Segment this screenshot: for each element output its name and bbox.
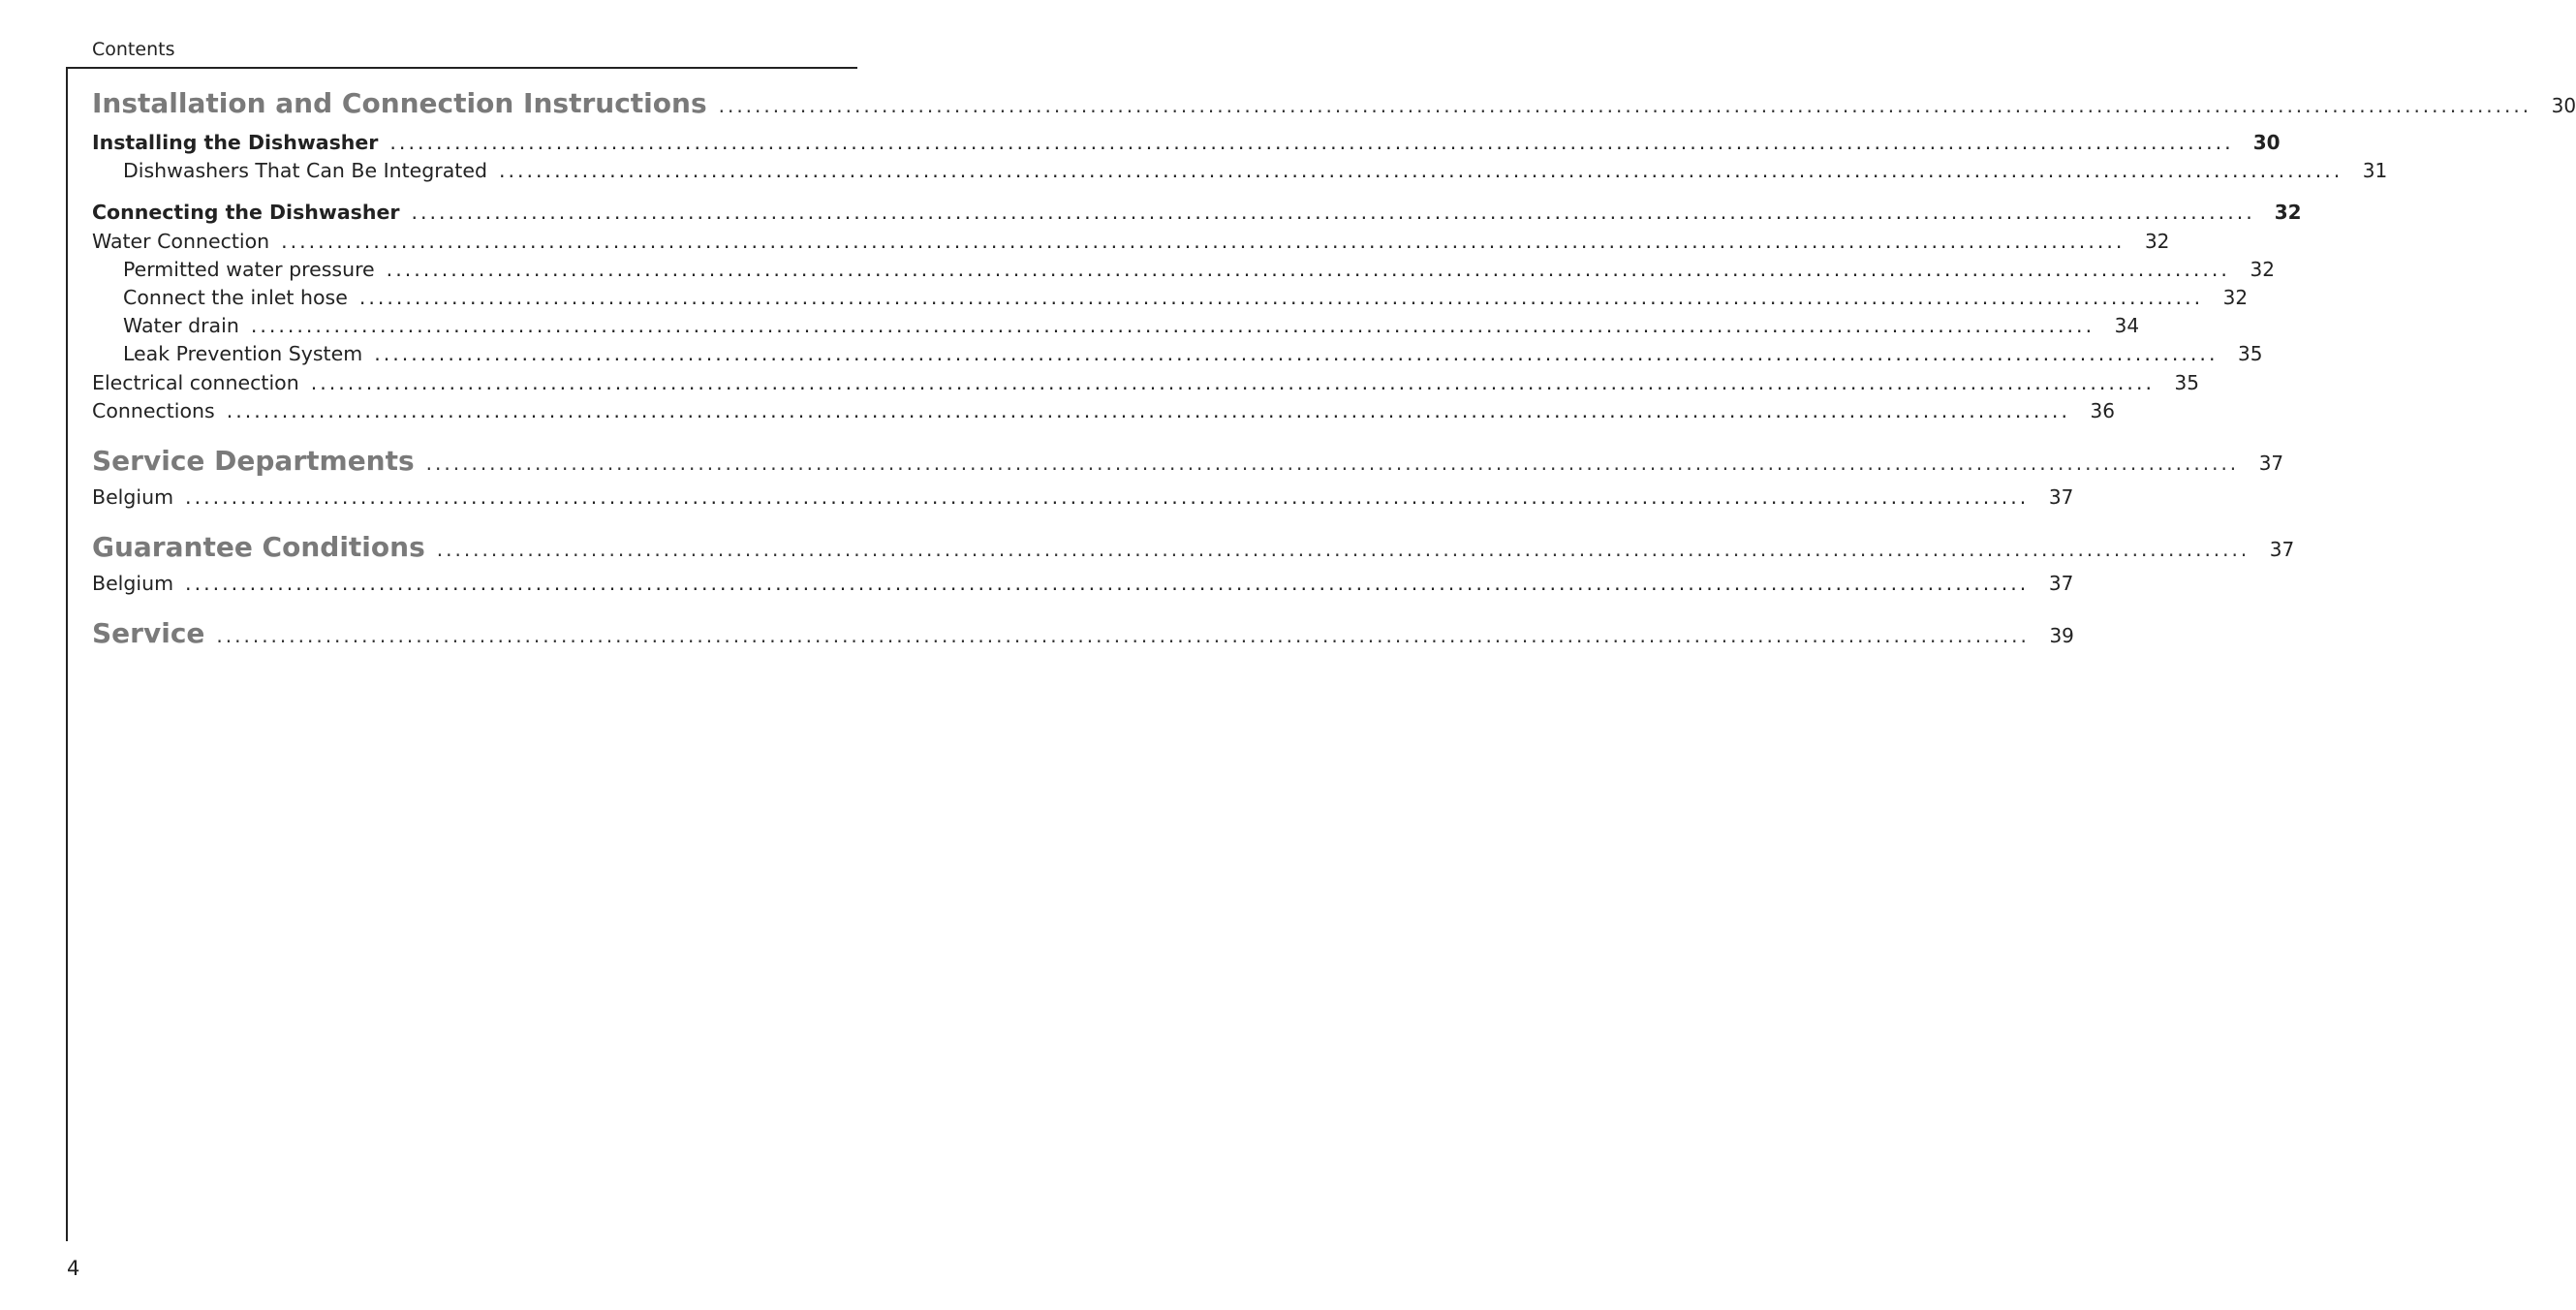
- toc-page: 37: [2048, 572, 2074, 596]
- toc-leader: ........................................................................................................................................................................................................: [281, 229, 2126, 253]
- toc-leader: ........................................................................................................................................................................................................: [425, 452, 2240, 476]
- toc-entry-service-belgium[interactable]: [92, 483, 2074, 512]
- toc-leader: ........................................................................................................................................................................................................: [411, 201, 2255, 225]
- toc-entry-connecting[interactable]: [92, 199, 2302, 227]
- toc-title: Connections: [92, 398, 215, 422]
- toc-title: Installation and Connection Instructions: [92, 87, 707, 119]
- toc-entry-water-drain[interactable]: [92, 312, 2140, 340]
- toc-page: 32: [2222, 286, 2249, 310]
- toc-entry-guarantee[interactable]: [92, 527, 2295, 570]
- toc-page: 39: [2049, 624, 2074, 648]
- toc-title: Dishwashers That Can Be Integrated: [123, 159, 487, 183]
- table-of-contents: [92, 83, 2576, 656]
- toc-page: 37: [2269, 538, 2295, 562]
- toc-leader: ........................................................................................................................................................................................................: [389, 131, 2234, 154]
- toc-page: 36: [2090, 398, 2115, 422]
- toc-page: 32: [2250, 257, 2275, 281]
- toc-leader: ........................................................................................................................................................................................................: [226, 398, 2070, 422]
- toc-page: 30: [2252, 131, 2281, 154]
- toc-entry-electrical[interactable]: [92, 369, 2199, 397]
- toc-leader: ........................................................................................................................................................................................................: [358, 286, 2204, 310]
- page-number: 4: [67, 1257, 80, 1280]
- toc-title: Water Connection: [92, 229, 270, 253]
- toc-entry-service[interactable]: [92, 613, 2074, 656]
- toc-title: Belgium: [92, 572, 174, 596]
- toc-entry-water-pressure[interactable]: [92, 256, 2275, 284]
- toc-title: Leak Prevention System: [123, 342, 363, 366]
- toc-leader: ........................................................................................................................................................................................................: [374, 342, 2219, 366]
- toc-page: 37: [2048, 485, 2074, 510]
- toc-page: 35: [2238, 342, 2263, 366]
- header-rule: [67, 67, 857, 69]
- toc-title: Electrical connection: [92, 370, 299, 394]
- toc-leader: ........................................................................................................................................................................................................: [436, 538, 2250, 562]
- toc-page: 31: [2362, 159, 2388, 183]
- toc-leader: ........................................................................................................................................................................................................: [250, 314, 2095, 338]
- toc-title: Installing the Dishwasher: [92, 131, 379, 154]
- toc-title: Guarantee Conditions: [92, 531, 425, 564]
- toc-title: Service: [92, 617, 205, 650]
- toc-title: Service Departments: [92, 445, 415, 478]
- toc-entry-installation[interactable]: [92, 83, 2576, 126]
- toc-entry-inlet-hose[interactable]: [92, 284, 2249, 312]
- toc-title: Water drain: [123, 314, 239, 338]
- toc-leader: ........................................................................................................................................................................................................: [310, 370, 2155, 394]
- toc-leader: ........................................................................................................................................................................................................: [185, 572, 2030, 596]
- toc-entry-installing[interactable]: [92, 129, 2281, 157]
- toc-entry-connections[interactable]: [92, 397, 2115, 425]
- toc-leader: ........................................................................................................................................................................................................: [498, 159, 2343, 183]
- toc-page: 35: [2174, 370, 2199, 394]
- running-header: Contents: [92, 39, 175, 60]
- toc-leader: ........................................................................................................................................................................................................: [718, 94, 2532, 117]
- toc-title: Connect the inlet hose: [123, 286, 348, 310]
- toc-page: 32: [2274, 201, 2302, 225]
- toc-page: 30: [2551, 94, 2576, 117]
- toc-entry-leak-prevention[interactable]: [92, 340, 2263, 368]
- toc-entry-water-connection[interactable]: [92, 228, 2170, 256]
- toc-page: 32: [2144, 229, 2170, 253]
- margin-rule: [66, 67, 68, 1241]
- toc-title: Connecting the Dishwasher: [92, 201, 400, 225]
- toc-entry-integrated[interactable]: [92, 157, 2388, 185]
- toc-entry-guarantee-belgium[interactable]: [92, 570, 2074, 598]
- toc-title: Permitted water pressure: [123, 257, 375, 281]
- toc-leader: ........................................................................................................................................................................................................: [185, 485, 2030, 510]
- toc-entry-service-departments[interactable]: [92, 441, 2284, 483]
- toc-title: Belgium: [92, 485, 174, 510]
- toc-leader: ........................................................................................................................................................................................................: [216, 624, 2030, 648]
- toc-page: 34: [2114, 314, 2140, 338]
- toc-leader: ........................................................................................................................................................................................................: [386, 257, 2230, 281]
- toc-page: 37: [2258, 452, 2284, 476]
